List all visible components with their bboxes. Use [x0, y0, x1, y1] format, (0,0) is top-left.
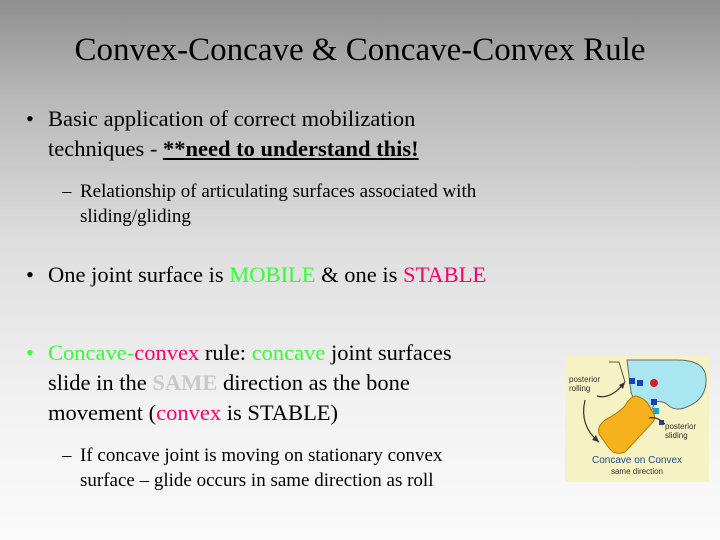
- mobile-word: MOBILE: [229, 262, 316, 287]
- bullet-marker: •: [26, 340, 34, 365]
- blue-marker: [629, 378, 635, 384]
- bullet-concave-convex-rule: [26, 338, 452, 428]
- sub-bullet-marker: –: [62, 445, 72, 466]
- convex-word: convex: [134, 340, 200, 365]
- bullet-basic-application: [26, 104, 419, 164]
- text-segment: One joint surface is: [48, 262, 230, 287]
- stable-word: STABLE: [402, 262, 487, 287]
- blue-marker: [651, 399, 657, 405]
- bullet-line-prefix: techniques -: [48, 136, 163, 161]
- blue-marker: [637, 380, 643, 386]
- bullet-line: Basic application of correct mobilization: [48, 106, 416, 131]
- sub-bullet-text: [80, 179, 476, 229]
- bullet-marker: •: [26, 262, 34, 287]
- concave-word: concave: [251, 340, 326, 365]
- sub-bullet-line: If concave joint is moving on stationary convex: [80, 445, 443, 466]
- contact-point: [650, 379, 658, 387]
- bullet-mobile-stable: [26, 260, 486, 290]
- figure-caption-sub: same direction: [610, 467, 664, 476]
- sub-bullet-line: surface – glide occurs in same direction as roll: [80, 470, 434, 491]
- sub-bullet-marker: –: [62, 181, 72, 202]
- sub-bullet-text: [80, 443, 443, 493]
- posterior-sliding-label: posterior sliding: [665, 422, 697, 440]
- emphasis-text: **need to understand this!: [162, 136, 419, 161]
- concave-on-convex-figure: [565, 356, 709, 482]
- text-segment: joint surfaces: [325, 340, 452, 365]
- figure-caption: Concave on Convex: [591, 455, 683, 466]
- concave-bone: [599, 396, 655, 453]
- posterior-rolling-label: posterior rolling: [569, 375, 601, 393]
- bullet-text: [48, 338, 452, 428]
- text-segment: direction as the bone: [217, 370, 410, 395]
- sub-bullet-line: Relationship of articulating surfaces associated with: [80, 181, 477, 202]
- motion-arrow: [584, 400, 599, 442]
- pointer-line: [619, 362, 625, 382]
- text-segment: rule:: [199, 340, 252, 365]
- bullet-text: [48, 104, 419, 164]
- bullet-text: [48, 260, 486, 290]
- text-segment: slide in the: [48, 370, 153, 395]
- text-segment: & one is: [315, 262, 403, 287]
- text-segment: is STABLE): [221, 400, 339, 425]
- sub-bullet-relationship: [62, 179, 476, 229]
- text-segment: movement (: [48, 400, 157, 425]
- hyphen: -: [126, 340, 135, 365]
- cyan-marker: [653, 408, 659, 414]
- sub-bullet-concave-moving: [62, 443, 443, 493]
- sub-bullet-line: sliding/gliding: [80, 206, 191, 227]
- slide-title: Convex-Concave & Concave-Convex Rule: [74, 32, 646, 68]
- convex-word: convex: [156, 400, 222, 425]
- bullet-marker: •: [26, 106, 34, 131]
- concave-word: Concave: [48, 340, 127, 365]
- same-word: SAME: [152, 370, 218, 395]
